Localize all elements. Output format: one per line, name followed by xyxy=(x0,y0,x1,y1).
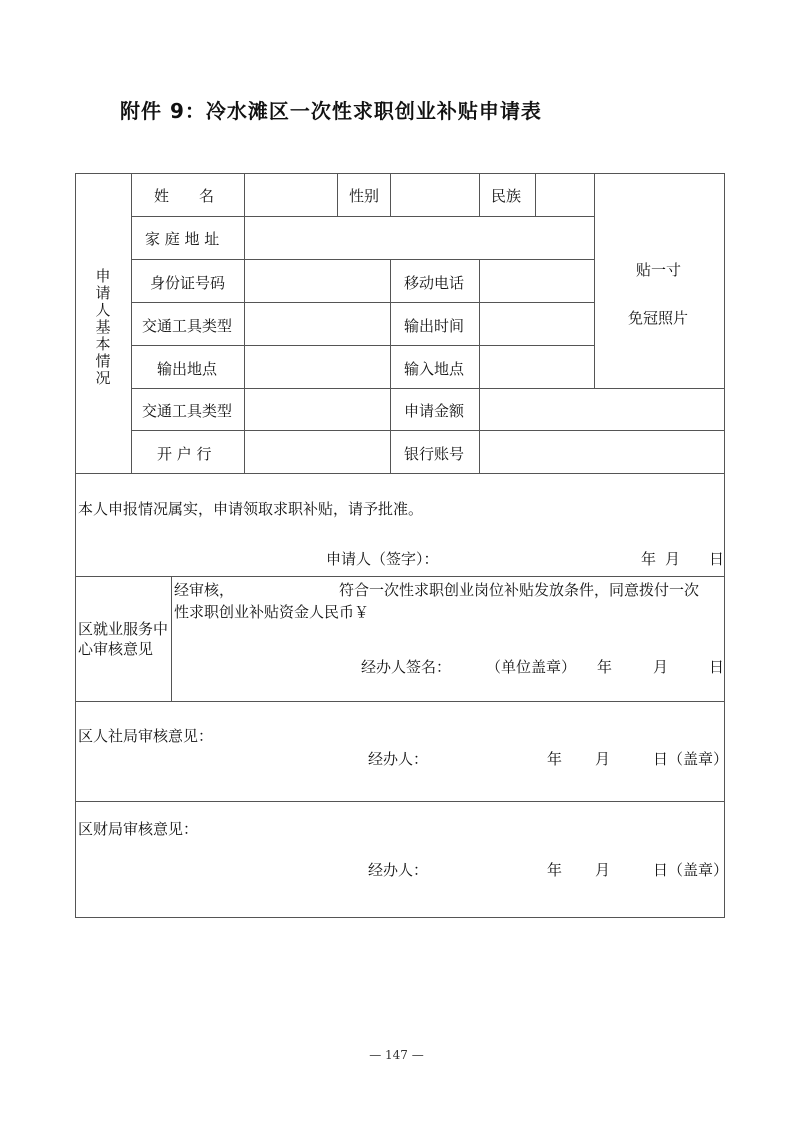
depart-time-label: 输出时间 xyxy=(404,317,465,335)
unit-seal: （单位盖章） xyxy=(486,658,577,676)
applicant-signature: 申请人（签字）： xyxy=(326,550,439,568)
border-top xyxy=(75,173,725,174)
border-left xyxy=(75,173,76,918)
date-day: 日 xyxy=(709,550,725,568)
address-label: 家 庭 地 址 xyxy=(145,230,220,248)
col-divider xyxy=(244,173,245,473)
depart-place-label: 输出地点 xyxy=(157,360,218,378)
date-day-seal: 日（盖章） xyxy=(653,750,729,768)
name-label: 姓 名 xyxy=(154,187,215,205)
arrive-place-label: 输入地点 xyxy=(404,360,465,378)
border-right xyxy=(724,173,725,918)
date-day: 日 xyxy=(709,658,725,676)
date-year: 年 xyxy=(597,658,613,676)
bank-label: 开 户 行 xyxy=(157,445,212,463)
finance-review-label: 区财局审核意见： xyxy=(78,820,199,838)
account-label: 银行账号 xyxy=(404,445,465,463)
center-review-text-line2: 性求职创业补贴资金人民币￥ xyxy=(174,603,370,621)
col-divider xyxy=(479,173,480,216)
form-title: 附件 9：冷水滩区一次性求职创业补贴申请表 xyxy=(120,99,542,123)
ethnicity-label: 民族 xyxy=(491,187,522,205)
row-divider xyxy=(131,345,595,346)
section-divider xyxy=(75,801,725,802)
vehicle-type-label: 交通工具类型 xyxy=(142,317,233,335)
date-day-seal: 日（盖章） xyxy=(653,861,729,879)
date-month: 月 xyxy=(653,658,669,676)
col-divider xyxy=(131,173,132,473)
date-year: 年 xyxy=(641,550,657,568)
date-month: 月 xyxy=(595,750,611,768)
hrss-handler: 经办人： xyxy=(368,750,429,768)
id-number-label: 身份证号码 xyxy=(150,274,226,292)
col-divider xyxy=(479,259,480,473)
date-year: 年 xyxy=(547,750,563,768)
row-divider xyxy=(131,216,595,217)
declaration-text: 本人申报情况属实，申请领取求职补贴，请予批准。 xyxy=(78,500,424,518)
phone-label: 移动电话 xyxy=(404,274,465,292)
amount-label: 申请金额 xyxy=(404,402,465,420)
date-year: 年 xyxy=(547,861,563,879)
photo-placeholder-line2: 免冠照片 xyxy=(628,309,689,327)
section-divider xyxy=(75,473,725,474)
section-divider xyxy=(75,576,725,577)
review-col-divider xyxy=(171,576,172,701)
col-divider xyxy=(337,173,338,216)
row-divider xyxy=(131,430,725,431)
col-divider xyxy=(535,173,536,216)
application-form xyxy=(75,173,729,918)
col-divider xyxy=(390,173,391,216)
center-review-label: 区就业服务中心审核意见 xyxy=(78,620,169,658)
photo-col-divider xyxy=(594,173,595,388)
section-divider xyxy=(75,701,725,702)
center-review-text-a: 经审核， xyxy=(174,581,235,599)
center-review-text-b: 符合一次性求职创业岗位补贴发放条件，同意拨付一次 xyxy=(339,581,700,599)
finance-handler: 经办人： xyxy=(368,861,429,879)
photo-placeholder-line1: 贴一寸 xyxy=(636,261,682,279)
row-divider xyxy=(131,388,725,389)
border-bottom xyxy=(75,917,725,918)
row-divider xyxy=(131,302,595,303)
date-month: 月 xyxy=(665,550,681,568)
col-divider xyxy=(390,259,391,473)
hrss-review-label: 区人社局审核意见： xyxy=(78,727,214,745)
date-month: 月 xyxy=(595,861,611,879)
gender-label: 性别 xyxy=(349,187,380,205)
page-number: — 147 — xyxy=(369,1048,424,1062)
center-handler-signature: 经办人签名： xyxy=(361,658,452,676)
row-divider xyxy=(131,259,595,260)
vehicle-type-label: 交通工具类型 xyxy=(142,402,233,420)
applicant-side-label: 申请人基本情况 xyxy=(95,267,111,387)
